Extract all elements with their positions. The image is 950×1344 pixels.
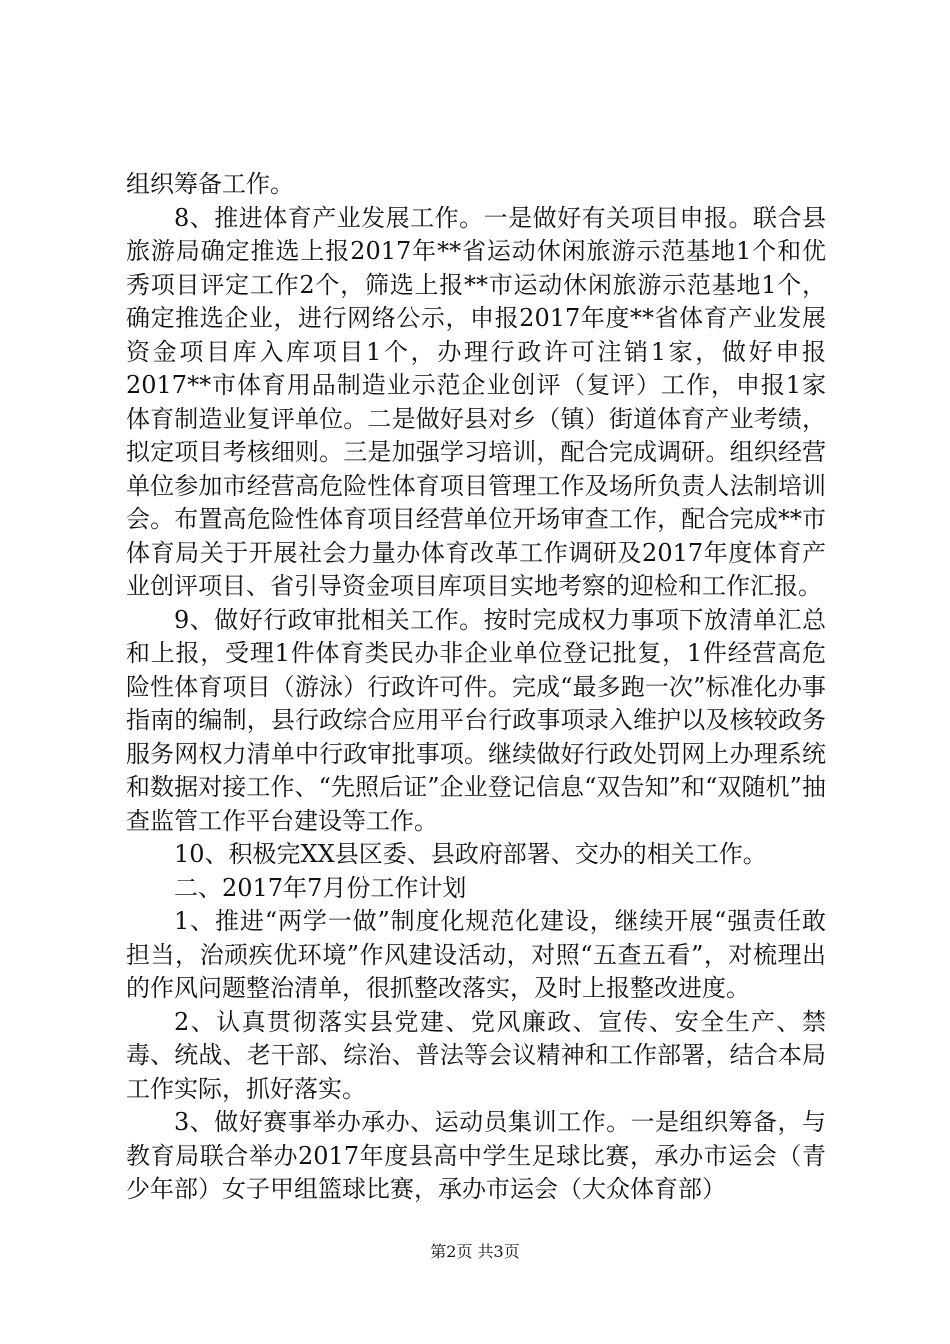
page-footer <box>0 1242 950 1262</box>
paragraph-item-9: 9、做好行政审批相关工作。按时完成权力事项下放清单汇总和上报，受理1件体育类民办非企业单位登记批复，1件经营高危险性体育项目（游泳）行政许可件。完成“最多跑一次”标准化办事指南的编制，县行政综合应用平台行政事项录入维护以及核较政务服务网权力清单中行政审批事项。继续做好行政处罚网上办理系统和数据对接工作、“先照后证”企业登记信息“双告知”和“双随机”抽查监管工作平台建设等工作。 <box>126 605 826 835</box>
paragraph-continuation: 组织筹备工作。 <box>126 170 294 198</box>
page-number-label: 第2页 共3页 <box>430 1242 520 1261</box>
section-heading-july-plan: 二、2017年7月份工作计划 <box>174 873 467 902</box>
paragraph-plan-2: 2、认真贯彻落实县党建、党风廉政、宣传、安全生产、禁毒、统战、老干部、综治、普法等会议精神和工作部署，结合本局工作实际，抓好落实。 <box>126 1007 826 1103</box>
document-body <box>126 168 826 1207</box>
paragraph-item-8: 8、推进体育产业发展工作。一是做好有关项目申报。联合县旅游局确定推选上报2017年**省运动休闲旅游示范基地1个和优秀项目评定工作2个，筛选上报**市运动休闲旅游示范基地1个，确定推选企业，进行网络公示，申报2017年度**省体育产业发展资金项目库入库项目1个，办理行政许可注销1家，做好申报2017**市体育用品制造业示范企业创评（复评）工作，申报1家体育制造业复评单位。二是做好县对乡（镇）街道体育产业考绩，拟定项目考核细则。三是加强学习培训，配合完成调研。组织经营单位参加市经营高危险性体育项目管理工作及场所负责人法制培训会。布置高危险性体育项目经营单位开场审查工作，配合完成**市体育局关于开展社会力量办体育改革工作调研及2017年度体育产业创评项目、省引导资金项目库项目实地考察的迎检和工作汇报。 <box>126 203 826 600</box>
paragraph-plan-3: 3、做好赛事举办承办、运动员集训工作。一是组织筹备，与教育局联合举办2017年度县高中学生足球比赛，承办市运会（青少年部）女子甲组篮球比赛，承办市运会（大众体育部） <box>126 1108 826 1203</box>
paragraph-item-10: 10、积极完XX县区委、县政府部署、交办的相关工作。 <box>174 840 767 868</box>
paragraph-plan-1: 1、推进“两学一做”制度化规范化建设，继续开展“强责任敢担当，治顽疾优环境”作风建设活动，对照“五查五看”，对梳理出的作风问题整治清单，很抓整改落实，及时上报整改进度。 <box>126 907 826 1002</box>
